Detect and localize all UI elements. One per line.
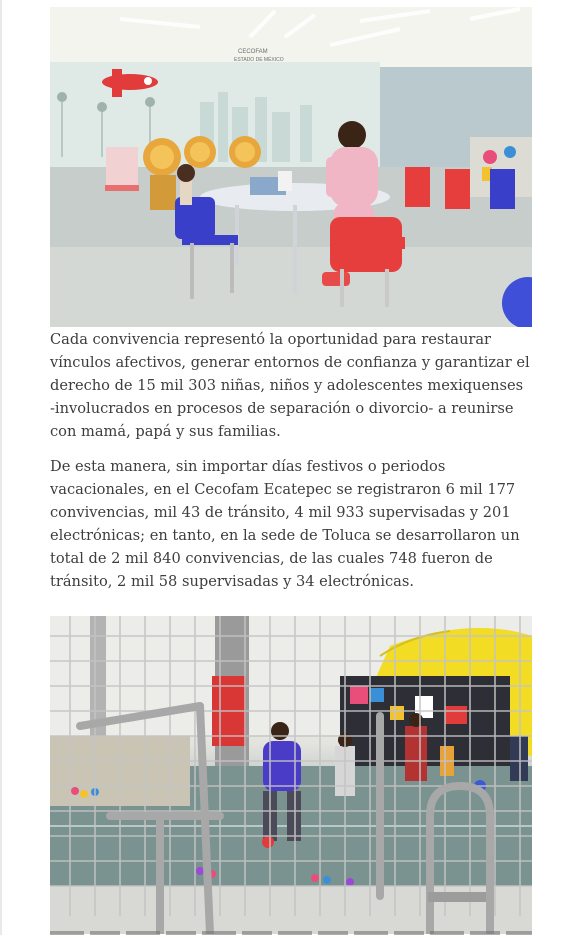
sign-line2: ESTADO DE MÉXICO — [234, 57, 284, 63]
playroom-illustration — [50, 7, 532, 327]
sign-line1: CECOFAM — [238, 49, 268, 55]
page-left-rule — [0, 0, 2, 935]
article-body — [50, 7, 532, 934]
playroom-photo — [50, 7, 532, 327]
next-paragraph-cutoff — [50, 929, 532, 935]
play-court-illustration — [50, 616, 532, 934]
play-court-photo — [50, 616, 532, 934]
paragraph-1: Cada convivencia representó la oportunidad para restaurar vínculos afectivos, generar entornos de confianza y garantizar el derecho de 15 mil 303 niñas, niños y adolescentes mexiquenses -involucrados en procesos de separación o divorcio- a reunirse con mamá, papá y sus familias. — [50, 331, 530, 440]
paragraph-2: De esta manera, sin importar días festivos o periodos vacacionales, en el Cecofam Ecatepec se registraron 6 mil 177 convivencias, mil 43 de tránsito, 4 mil 933 supervisadas y 201 electrónicas; en tanto, en la sede de Toluca se desarrollaron un total de 2 mil 840 convivencias, de las cuales 748 fueron de tránsito, 2 mil 58 supervisadas y 34 electrónicas. — [50, 458, 520, 590]
